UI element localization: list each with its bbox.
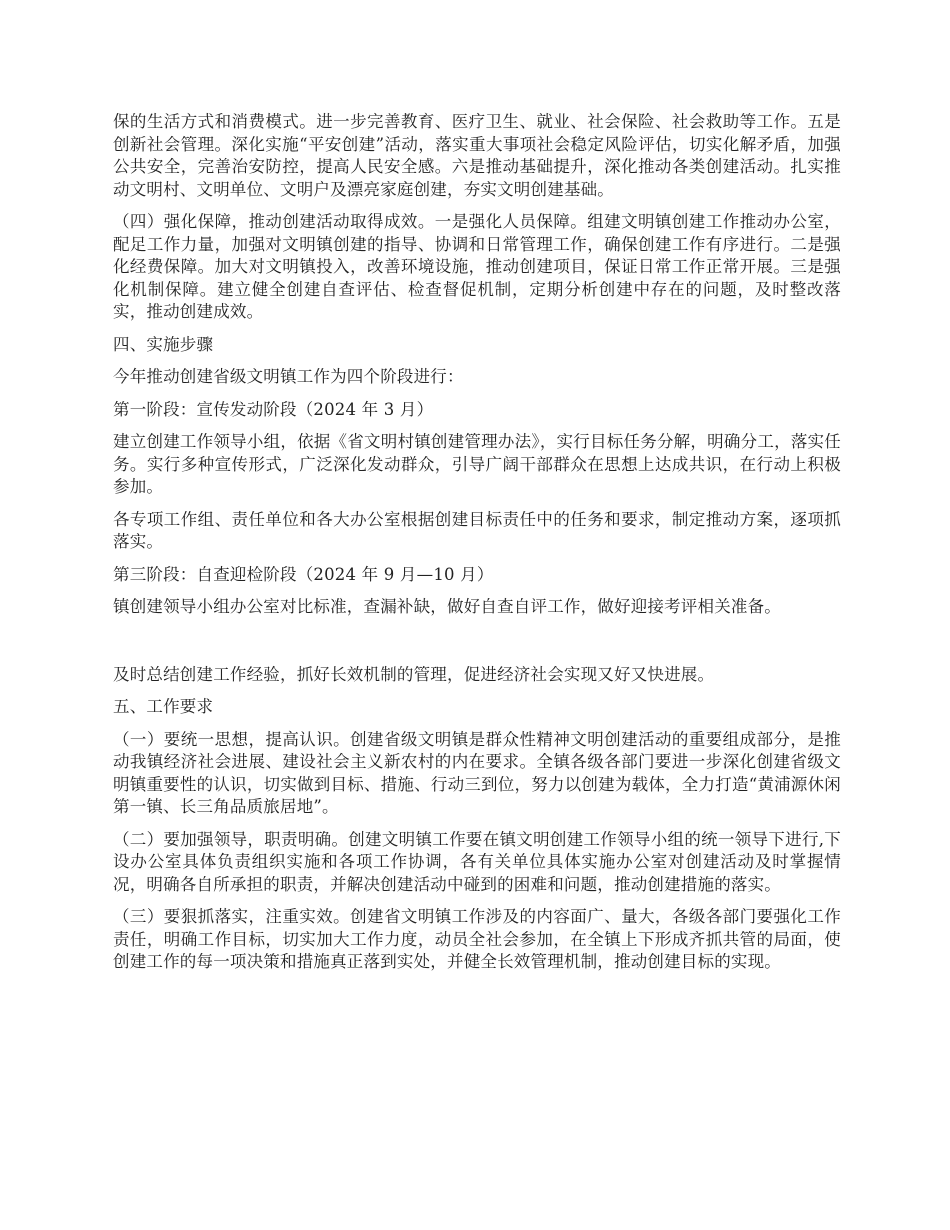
paragraph-requirement-two: （二）要加强领导，职责明确。创建文明镇工作要在镇文明创建工作领导小组的统一领导下进行,下设办公室具体负责组织实施和各项工作协调，各有关单位具体实施办公室对创建活动及时掌握情况，明确各自所承担的职责，并解决创建活动中碰到的困难和问题，推动创建措施的落实。 <box>113 829 841 894</box>
paragraph-four-stages: 今年推动创建省级文明镇工作为四个阶段进行： <box>113 367 464 386</box>
paragraph-guarantee: （四）强化保障，推动创建活动取得成效。一是强化人员保障。组建文明镇创建工作推动办公室，配足工作力量，加强对文明镇创建的指导、协调和日常管理工作，确保创建工作有序进行。二是强化经费保障。加大对文明镇投入，改善环境设施，推动创建项目，保证日常工作正常开展。三是强化机制保障。建立健全创建自查评估、检查督促机制，定期分析创建中存在的问题，及时整改落实，推动创建成效。 <box>113 212 841 321</box>
stage-heading-third: 第三阶段：自查迎检阶段（2024 年 9 月—10 月） <box>113 564 494 584</box>
paragraph-social-management: 保的生活方式和消费模式。进一步完善教育、医疗卫生、就业、社会保险、社会救助等工作。五是创新社会管理。深化实施“平安创建”活动，落实重大事项社会稳定风险评估，切实化解矛盾，加强公共安全，完善治安防控，提高人民安全感。六是推动基础提升，深化推动各类创建活动。扎实推动文明村、文明单位、文明户及漂亮家庭创建，夯实文明创建基础。 <box>113 112 841 199</box>
paragraph-requirement-one: （一）要统一思想，提高认识。创建省级文明镇是群众性精神文明创建活动的重要组成部分，是推动我镇经济社会进展、建设社会主义新农村的内在要求。全镇各级各部门要进一步深化创建省级文明镇重要性的认识，切实做到目标、措施、行动三到位，努力以创建为载体，全力打造“黄浦源休闲第一镇、长三角品质旅居地”。 <box>113 729 841 816</box>
section-heading-implementation-steps: 四、实施步骤 <box>113 334 214 354</box>
paragraph-requirement-three: （三）要狠抓落实，注重实效。创建省文明镇工作涉及的内容面广、量大，各级各部门要强化工作责任，明确工作目标，切实加大工作力度，动员全社会参加，在全镇上下形成齐抓共管的局面，使创建工作的每一项决策和措施真正落到实处，并健全长效管理机制，推动创建目标的实现。 <box>113 907 841 971</box>
document-body <box>113 111 841 984</box>
paragraph-special-groups: 各专项工作组、责任单位和各大办公室根据创建目标责任中的任务和要求，制定推动方案，逐项抓落实。 <box>113 509 841 551</box>
section-heading-work-requirements: 五、工作要求 <box>113 697 214 716</box>
paragraph-third-stage: 镇创建领导小组办公室对比标准，查漏补缺，做好自查自评工作，做好迎接考评相关准备。 <box>113 597 781 616</box>
stage-heading-first: 第一阶段：宣传发动阶段（2024 年 3 月） <box>113 399 434 419</box>
paragraph-first-stage: 建立创建工作领导小组，依据《省文明村镇创建管理办法》，实行目标任务分解，明确分工，落实任务。实行多种宣传形式，广泛深化发动群众，引导广阔干部群众在思想上达成共识，在行动上积极参加。 <box>113 432 841 496</box>
paragraph-summary: 及时总结创建工作经验，抓好长效机制的管理，促进经济社会实现又好又快进展。 <box>113 664 715 684</box>
